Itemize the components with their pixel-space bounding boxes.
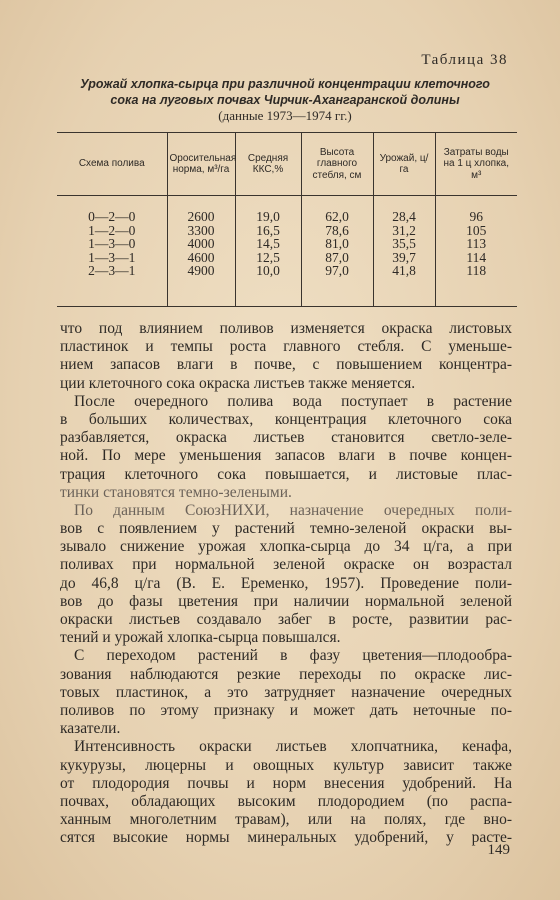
table-row bbox=[57, 251, 517, 265]
table-cell: 0—2—0 bbox=[88, 209, 136, 224]
table-cell: 16,5 bbox=[235, 224, 301, 238]
text-line: вов с появлением у растений темно-зеленой окраски вы- bbox=[60, 520, 512, 538]
data-table bbox=[57, 132, 517, 307]
body-text bbox=[60, 320, 512, 847]
table-cell: 35,5 bbox=[373, 237, 435, 251]
text-line: тений и урожай хлопка-сырца повышался. bbox=[60, 629, 341, 647]
table-cell: 114 bbox=[435, 251, 517, 265]
text-line: Интенсивность окраски листьев хлопчатника, кенафа, bbox=[74, 738, 512, 756]
text-line: почвах, обладающих высоким плодородием (по распа- bbox=[60, 792, 512, 810]
table-cell: 14,5 bbox=[235, 237, 301, 251]
table-cell: 19,0 bbox=[235, 210, 301, 224]
text-line: поливов по этому признаку и может дать неточные по- bbox=[60, 701, 512, 719]
text-line: до 46,8 ц/га (В. Е. Еременко, 1957). Проведение поли- bbox=[60, 574, 512, 592]
text-line: нием запасов влаги в почве, с повышением концентра- bbox=[60, 356, 512, 374]
text-line: зования наблюдаются резкие переходы по окраске лис- bbox=[60, 665, 512, 683]
table-cell: 3300 bbox=[167, 224, 235, 238]
table-cell: 4000 bbox=[167, 237, 235, 251]
text-line: С переходом растений в фазу цветения—плодообра- bbox=[74, 647, 512, 665]
text-line: ной. По мере уменьшения запасов влаги в почве концен- bbox=[60, 447, 512, 465]
table-cell: 1—3—1 bbox=[88, 249, 136, 265]
text-line: После очередного полива вода поступает в растение bbox=[74, 392, 512, 410]
text-line: что под влиянием поливов изменяется окраска листовых bbox=[60, 320, 512, 337]
text-line: ханным многолетним травам), или на полях, где вно- bbox=[60, 811, 512, 829]
table-cell: 2600 bbox=[167, 210, 235, 224]
table-row bbox=[57, 224, 517, 238]
text-line: в больших количествах, концентрация клеточного сока bbox=[60, 410, 512, 428]
table-cell: 105 bbox=[435, 224, 517, 238]
text-line: казатели. bbox=[60, 720, 121, 738]
text-line: окраски листьев создавало забег в росте, развитии рас- bbox=[60, 611, 512, 628]
table-number: Таблица 38 bbox=[421, 52, 508, 68]
table-cell: 87,0 bbox=[301, 251, 373, 265]
column-header: Затраты воды на 1 ц хлопка, м³ bbox=[435, 133, 517, 196]
table-cell: 2—3—1 bbox=[88, 263, 136, 278]
column-header: Схема полива bbox=[57, 133, 167, 196]
text-line: поливах при нормальной зеленой окраске он возрастал bbox=[60, 556, 512, 574]
table-cell: 41,8 bbox=[373, 264, 435, 278]
text-line: разбавляется, окраска листьев становится светло-зеле- bbox=[60, 429, 512, 447]
table-title-line-2: сока на луговых почвах Чирчик-Ахангаранской долины bbox=[110, 93, 460, 107]
text-line: зывало снижение урожая хлопка-сырца до 34 ц/га, а при bbox=[60, 538, 512, 556]
table-title-line-3: (данные 1973—1974 гг.) bbox=[218, 108, 352, 123]
table-title-line-1: Урожай хлопка-сырца при различной концентрации клеточного bbox=[80, 77, 490, 91]
table-cell: 4900 bbox=[167, 264, 235, 278]
text-line: трация клеточного сока повышается, и листовые плас- bbox=[60, 465, 512, 483]
column-header: Средняя ККС,% bbox=[235, 133, 301, 196]
table-cell: 1—3—0 bbox=[88, 236, 136, 251]
table-row bbox=[57, 237, 517, 251]
text-line: По данным СоюзНИХИ, назначение очередных поли- bbox=[74, 501, 512, 519]
text-line: кукурузы, люцерны и овощных культур зависит также bbox=[60, 756, 512, 774]
text-line: ции клеточного сока окраска листьев также меняется. bbox=[60, 374, 416, 392]
table-cell: 28,4 bbox=[373, 210, 435, 224]
column-header: Высота главного стебля, см bbox=[301, 133, 373, 196]
table-cell: 10,0 bbox=[235, 264, 301, 278]
table-cell: 1—2—0 bbox=[88, 222, 136, 238]
table-cell: 78,6 bbox=[301, 224, 373, 238]
table-title bbox=[70, 76, 500, 124]
page-number: 149 bbox=[487, 842, 510, 858]
text-line: пластинок и темпы роста главного стебля. С уменьше- bbox=[60, 338, 512, 356]
text-line: вов до фазы цветения при наличии нормальной зеленой bbox=[60, 592, 512, 610]
column-header: Урожай, ц/га bbox=[373, 133, 435, 196]
text-line: товых пластинок, а это затрудняет назначение очередных bbox=[60, 683, 512, 701]
table-header-row bbox=[57, 133, 517, 196]
table-cell: 97,0 bbox=[301, 264, 373, 278]
table-cell: 62,0 bbox=[301, 210, 373, 224]
table-cell: 118 bbox=[435, 264, 517, 278]
text-line: от плодородия почвы и норм внесения удобрений. На bbox=[60, 774, 512, 792]
text-line: тинки становятся темно-зелеными. bbox=[60, 483, 292, 501]
table-cell: 39,7 bbox=[373, 251, 435, 265]
table-cell: 4600 bbox=[167, 251, 235, 265]
table-cell: 81,0 bbox=[301, 237, 373, 251]
table-cell: 96 bbox=[435, 210, 517, 224]
column-header: Оросительная норма, м³/га bbox=[167, 133, 235, 196]
table-cell: 12,5 bbox=[235, 251, 301, 265]
table-cell: 31,2 bbox=[373, 224, 435, 238]
text-line: сятся высокие нормы минеральных удобрений, у расте- bbox=[60, 829, 512, 847]
table-cell: 113 bbox=[435, 237, 517, 251]
table-row bbox=[57, 264, 517, 278]
table-row bbox=[57, 210, 517, 224]
